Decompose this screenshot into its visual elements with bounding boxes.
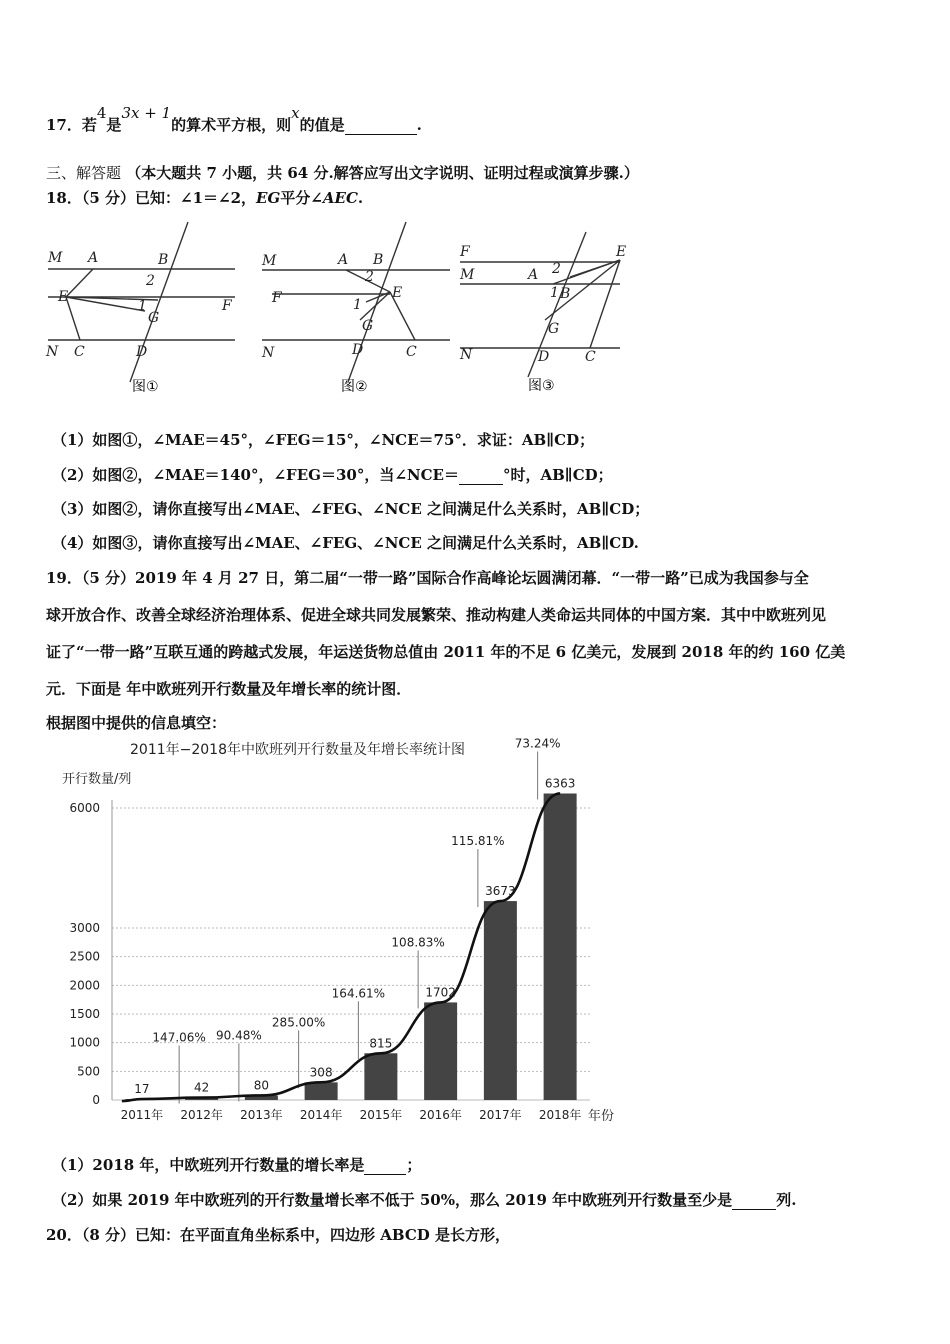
bar-value-label: 80	[253, 1078, 270, 1093]
fig2-label-b: B	[373, 252, 384, 268]
section3-title: 三、解答题	[46, 164, 122, 182]
section3-heading	[46, 162, 639, 183]
fig2-label-g: G	[362, 318, 374, 334]
fig3-label-n: N	[460, 347, 473, 363]
q18-part2	[52, 464, 613, 485]
q18-part3: （3）如图②，请你直接写出∠MAE、∠FEG、∠NCE 之间满足什么关系时，AB∥CD；	[52, 500, 650, 518]
y-tick-label: 3000	[69, 921, 100, 935]
growth-chart	[50, 738, 630, 1130]
fig1-label-f: F	[222, 298, 232, 314]
growth-rate-label: 115.81%	[451, 834, 505, 849]
x-tick-label: 2017年	[479, 1108, 522, 1122]
fig1-label-1: 1	[138, 298, 147, 314]
bar-value-label: 17	[134, 1082, 150, 1097]
x-tick-label: 2011年	[120, 1108, 164, 1122]
q18-part2-a: （2）如图②，∠MAE＝140°，∠FEG＝30°，当∠NCE＝	[52, 466, 459, 484]
q18-stem	[46, 187, 363, 208]
fig2-label-c: C	[406, 344, 417, 360]
q18-stem-b: 平分∠	[280, 189, 323, 207]
bar-value-label: 815	[369, 1036, 393, 1051]
bar-2015年	[364, 1053, 397, 1100]
fig2-label-f: F	[272, 290, 282, 306]
fig1-label-e: E	[58, 289, 69, 305]
chart-ylabel: 开行数量/列	[62, 772, 132, 787]
fig2-label-d: D	[352, 342, 364, 358]
q19-line3: 证了“一带一路”互联互通的跨越式发展，年运送货物总值由 2011 年的不足 6 亿美元，发展到 2018 年的约 160 亿美	[46, 643, 846, 661]
x-tick-label: 2018年	[538, 1108, 582, 1122]
fig1-label-c: C	[74, 344, 85, 360]
growth-rate-label: 164.61%	[331, 986, 386, 1001]
bar-value-label: 6363	[544, 776, 576, 791]
y-tick-label: 2500	[69, 949, 100, 964]
fig1-label-g: G	[148, 310, 160, 326]
growth-rate-label: 73.24%	[514, 738, 561, 751]
q19-line4: 元．下面是 年中欧班列开行数量及年增长率的统计图．	[46, 680, 412, 698]
growth-rate-label: 108.83%	[391, 935, 445, 950]
q18-stem-end: .	[357, 189, 364, 207]
q18-part1: （1）如图①，∠MAE＝45°，∠FEG＝15°，∠NCE＝75°．求证：AB∥CD；	[52, 431, 595, 449]
fig3-label-c: C	[585, 349, 596, 365]
q18-part2-blank[interactable]	[459, 466, 503, 485]
q19-line2: 球开放合作、改善全球经济治理体系、促进全球共同发展繁荣、推动构建人类命运共同体的中国方案．其中中欧班列见	[46, 606, 827, 624]
fig3-label-1: 1	[550, 285, 559, 301]
x-tick-label: 2014年	[299, 1108, 343, 1122]
fig3-label-m: M	[460, 267, 475, 283]
q18-stem-aec: AEC	[322, 189, 358, 207]
fig2-label-1: 1	[353, 297, 362, 313]
x-tick-label: 2016年	[419, 1108, 462, 1122]
fig1-label-n: N	[46, 344, 59, 360]
growth-rate-label: 147.06%	[152, 1030, 206, 1045]
fig2-label-m: M	[262, 253, 277, 269]
q19-prompt: 根据图中提供的信息填空：	[46, 714, 227, 732]
q19-answer2-a: （2）如果 2019 年中欧班列的开行数量增长率不低于 50%，那么 2019 年中欧班列开行数量至少是	[52, 1191, 733, 1209]
q19-answer2	[52, 1189, 796, 1210]
q18-part2-b: °时，AB∥CD；	[502, 466, 613, 484]
fig2-caption: 图②	[341, 379, 368, 395]
q19-answer1-a: （1）2018 年，中欧班列开行数量的增长率是	[52, 1156, 365, 1174]
section3-note: （本大题共 7 小题，共 64 分.解答应写出文字说明、证明过程或演算步骤.）	[126, 164, 639, 182]
q17-middle: 的算术平方根，则	[171, 116, 292, 134]
q20-stem: 20．（8 分）已知：在平面直角坐标系中，四边形 ABCD 是长方形，	[46, 1226, 511, 1244]
q19-line1: 19．（5 分）2019 年 4 月 27 日，第二届“一带一路”国际合作高峰论坛圆满闭幕．“一带一路”已成为我国参与全	[46, 569, 809, 587]
q18-stem-eg: EG	[256, 189, 281, 207]
fig3-label-b: B	[560, 286, 571, 302]
bar-2014年	[305, 1082, 338, 1100]
fig1-label-d: D	[136, 344, 148, 360]
q17-base: 4	[96, 104, 107, 122]
bar-value-label: 3673	[485, 884, 516, 899]
fig3-caption: 图③	[528, 378, 555, 394]
bar-value-label: 1702	[425, 985, 456, 1000]
q19-answer1-blank[interactable]	[364, 1156, 406, 1175]
chart-title: 2011年−2018年中欧班列开行数量及年增长率统计图	[130, 742, 465, 758]
q17-expression: 3x + 1	[121, 104, 172, 122]
fig2-label-a: A	[338, 252, 349, 268]
fig2-label-2: 2	[365, 269, 374, 285]
y-tick-label: 6000	[69, 801, 100, 815]
q18-stem-a: 18．（5 分）已知：∠1＝∠2，	[46, 189, 257, 207]
q19-answer1-b: ；	[406, 1156, 422, 1174]
fig1-label-a: A	[88, 250, 99, 266]
x-tick-label: 2013年	[240, 1108, 283, 1122]
y-tick-label: 2000	[69, 978, 100, 993]
q17-tail: 的值是	[299, 116, 345, 134]
bar-2018年	[544, 793, 577, 1100]
fig3-label-a: A	[528, 267, 539, 283]
growth-rate-label: 90.48%	[215, 1028, 262, 1043]
q17-end: .	[416, 116, 422, 134]
q18-part4: （4）如图③，请你直接写出∠MAE、∠FEG、∠NCE 之间满足什么关系时，AB∥CD.	[52, 534, 639, 552]
fig1-label-b: B	[158, 252, 169, 268]
q17-variable: x	[291, 104, 300, 122]
fig2-label-n: N	[262, 345, 275, 361]
fig1-caption: 图①	[132, 379, 159, 395]
q19-answer1	[52, 1154, 421, 1175]
q17-number: 17．若	[46, 116, 97, 134]
fig3-label-e: E	[616, 244, 627, 260]
bar-2017年	[484, 901, 517, 1100]
q19-answer2-b: 列.	[776, 1191, 797, 1209]
y-tick-label: 1500	[69, 1007, 100, 1021]
chart-xlabel: 年份	[588, 1109, 615, 1124]
fig3-label-g: G	[548, 321, 560, 337]
fig3-label-d: D	[538, 349, 550, 365]
fig2-label-e: E	[392, 285, 403, 301]
bar-value-label: 42	[193, 1080, 210, 1095]
q19-answer2-blank[interactable]	[732, 1191, 776, 1210]
q17-line	[46, 104, 422, 135]
q17-is: 是	[106, 116, 122, 134]
growth-rate-label: 285.00%	[271, 1015, 326, 1030]
fig1-label-2: 2	[146, 273, 155, 289]
q17-answer-blank[interactable]	[345, 116, 417, 135]
q18-figures	[40, 212, 640, 402]
y-tick-label: 500	[77, 1064, 100, 1079]
fig3-label-f: F	[460, 244, 470, 260]
y-tick-label: 0	[92, 1093, 100, 1107]
x-tick-label: 2012年	[180, 1108, 223, 1122]
x-tick-label: 2015年	[359, 1108, 403, 1122]
fig3-label-2: 2	[552, 261, 561, 277]
bar-value-label: 308	[309, 1065, 333, 1080]
bar-2016年	[424, 1002, 457, 1100]
fig1-label-m: M	[48, 250, 63, 266]
y-tick-label: 1000	[69, 1035, 100, 1050]
